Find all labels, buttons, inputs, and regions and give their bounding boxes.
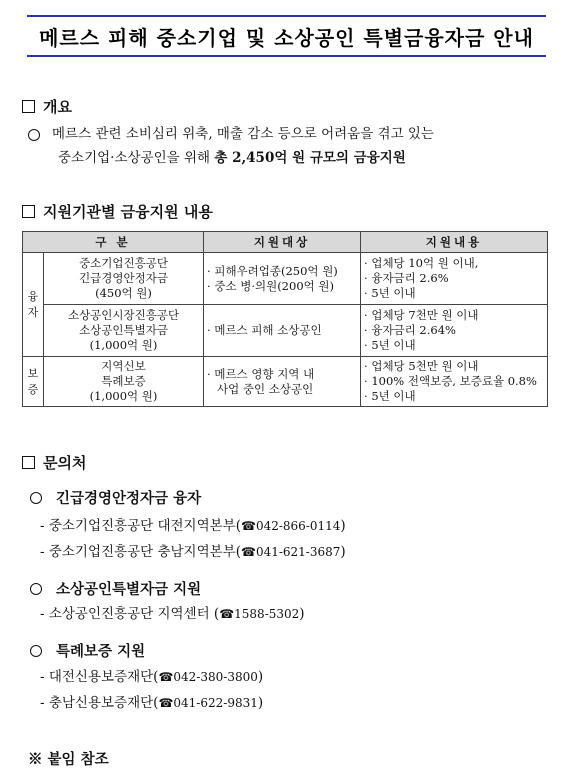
contact-line: - 소상공인진흥공단 지역센터 (☎1588-5302) xyxy=(40,606,305,622)
overview-heading xyxy=(22,96,72,117)
circle-bullet-icon xyxy=(30,645,42,657)
content-cell: · 업체당 10억 원 이내, · 융자금리 2.6% · 5년 이내 xyxy=(361,253,548,305)
phone-number[interactable]: ☎1588-5302 xyxy=(219,607,300,621)
attachment-note: ※ 붙임 참조 xyxy=(28,751,109,768)
header-target: 지원대상 xyxy=(204,232,361,253)
target-cell: · 메르스 영향 지역 내 사업 중인 소상공인 xyxy=(204,357,361,407)
overview-line-1: 메르스 관련 소비심리 위축, 매출 감소 등으로 어려움을 겪고 있는 xyxy=(52,126,434,142)
content-cell: · 업체당 5천만 원 이내 · 100% 전액보증, 보증료율 0.8% · 5년 이내 xyxy=(361,357,548,407)
circle-bullet-icon xyxy=(30,583,42,595)
table-row xyxy=(23,253,548,305)
phone-number[interactable]: ☎041-622-9831 xyxy=(158,696,258,710)
contact-line: - 충남신용보증재단(☎041-622-9831) xyxy=(40,695,264,711)
contact-group-title: 특례보증 지원 xyxy=(30,640,145,661)
support-heading-text: 지원기관별 금융지원 내용 xyxy=(43,203,213,221)
contact-line: - 중소기업진흥공단 충남지역본부(☎041-621-3687) xyxy=(40,544,346,560)
org-cell: 중소기업진흥공단 긴급경영안정자금 (450억 원) xyxy=(44,253,204,305)
phone-number[interactable]: ☎042-866-0114 xyxy=(241,519,341,533)
table-row xyxy=(23,305,548,357)
header-content: 지원내용 xyxy=(361,232,548,253)
contact-group-title: 긴급경영안정자금 융자 xyxy=(30,487,201,508)
table-header-row xyxy=(23,232,548,253)
contact-group-title: 소상공인특별자금 지원 xyxy=(30,578,201,599)
support-heading xyxy=(22,201,213,222)
overview-paragraph xyxy=(28,122,558,170)
square-bullet-icon xyxy=(22,456,35,469)
group-loan-label: 융자 xyxy=(23,253,44,357)
overview-heading-text: 개요 xyxy=(43,98,72,116)
support-table xyxy=(22,231,548,407)
phone-number[interactable]: ☎041-621-3687 xyxy=(241,545,341,559)
overview-amount: 총 2,450억 원 규모의 금융지원 xyxy=(214,150,406,166)
header-category: 구 분 xyxy=(23,232,204,253)
group-guarantee-label: 보증 xyxy=(23,357,44,407)
contact-heading xyxy=(22,452,86,473)
target-cell: · 메르스 피해 소상공인 xyxy=(204,305,361,357)
org-cell: 소상공인시장진흥공단 소상공인특별자금 (1,000억 원) xyxy=(44,305,204,357)
overview-line-2: 중소기업·소상공인을 위해 xyxy=(58,150,215,166)
phone-number[interactable]: ☎042-380-3800 xyxy=(158,670,258,684)
page-title: 메르스 피해 중소기업 및 소상공인 특별금융자금 안내 xyxy=(39,25,534,50)
square-bullet-icon xyxy=(22,100,35,113)
page-title-box xyxy=(27,15,546,57)
circle-bullet-icon xyxy=(30,492,42,504)
contact-heading-text: 문의처 xyxy=(43,454,87,472)
org-cell: 지역신보 특례보증 (1,000억 원) xyxy=(44,357,204,407)
contact-line: - 대전신용보증재단(☎042-380-3800) xyxy=(40,669,264,685)
table-row xyxy=(23,357,548,407)
contact-line: - 중소기업진흥공단 대전지역본부(☎042-866-0114) xyxy=(40,518,346,534)
circle-bullet-icon xyxy=(28,129,40,141)
target-cell: · 피해우려업종(250억 원) · 중소 병·의원(200억 원) xyxy=(204,253,361,305)
content-cell: · 업체당 7천만 원 이내 · 융자금리 2.64% · 5년 이내 xyxy=(361,305,548,357)
square-bullet-icon xyxy=(22,205,35,218)
